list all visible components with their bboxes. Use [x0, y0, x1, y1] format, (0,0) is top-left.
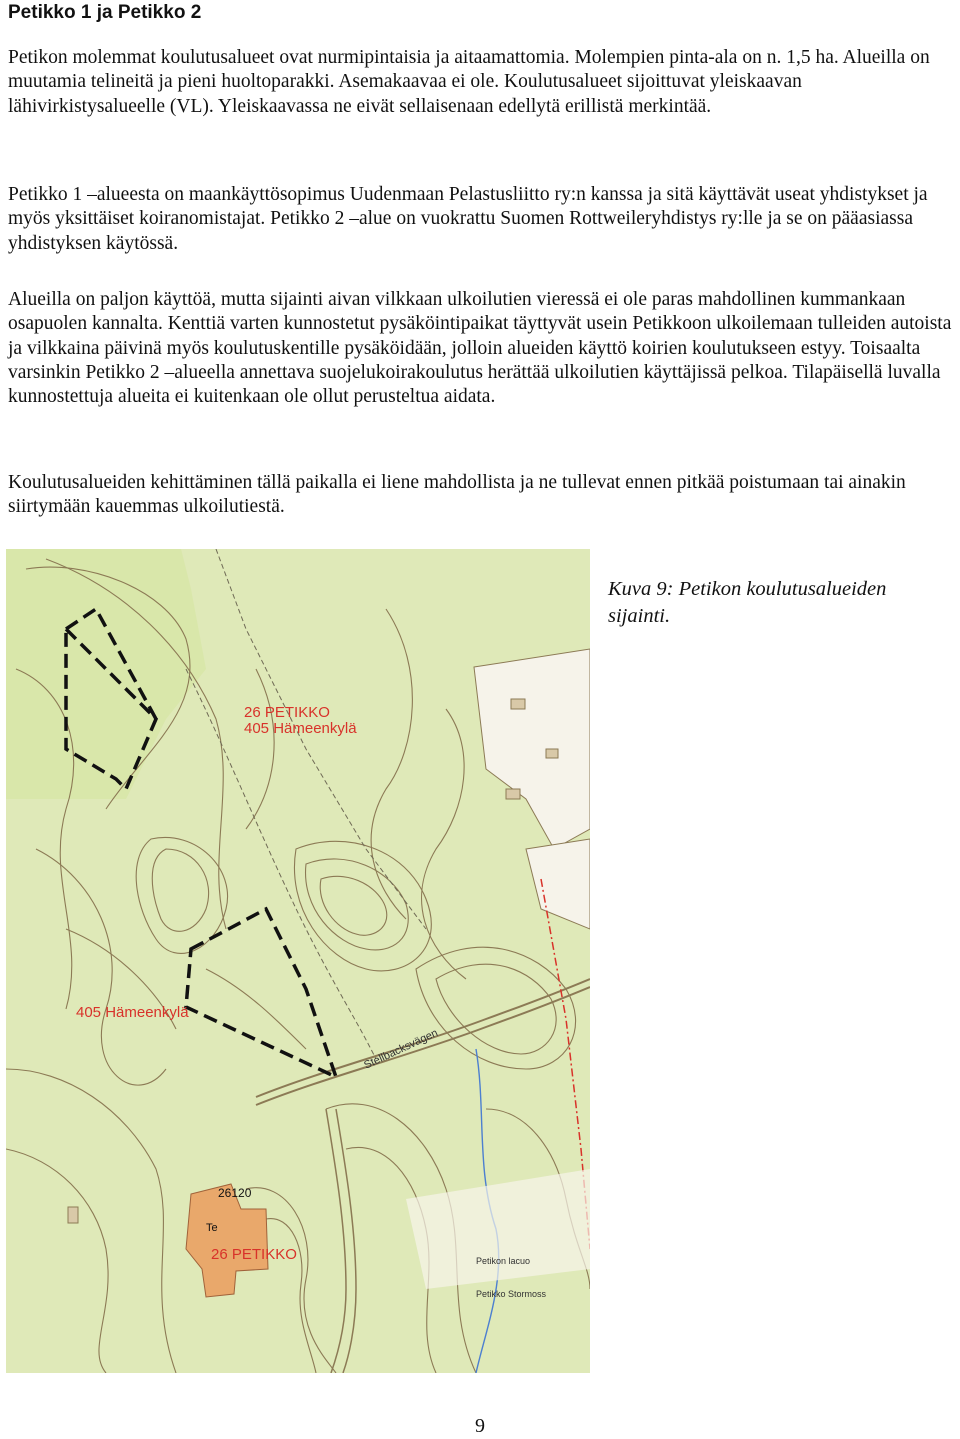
map-label-hameenkyla-mid: 405 Hämeenkylä	[76, 1004, 189, 1021]
page-number: 9	[475, 1415, 485, 1437]
paragraph-3: Alueilla on paljon käyttöä, mutta sijainti aivan vilkkaan ulkoilutien vieressä ei ole paras mahdollinen kummankaan osapuolen kannalta. Kenttiä varten kunnostetut pysäköintipaikat täyttyvät usein Petikkoon ulkoilemaan tulleiden autoista ja vilkkaina päivinä myös koulutuskentille pysäköidään, jolloin alueiden käyttö koirien koulutukseen estyy. Toisaalta varsinkin Petikko 2 –alueella annettava suojelukoirakoulutus herättää ulkoilutien käyttäjissä pelkoa. Tilapäisellä luvalla kunnostettuja alueita ei kuitenkaan ole ollut perusteltua aidata.	[8, 289, 952, 408]
paragraph-1: Petikon molemmat koulutusalueet ovat nurmipintaisia ja aitaamattomia. Molempien pinta-ala on n. 1,5 ha. Alueilla on muutamia telineitä ja pieni huoltoparakki. Asemakaavaa ei ole. Koulutusalueet sijoittuvat yleiskaavan lähivirkistysalueelle (VL). Yleiskaavassa ne eivät sellaisenaan edellytä erillistä merkintää.	[8, 47, 930, 117]
map-label-building: Te	[206, 1222, 218, 1234]
map-label-stormoss: Petikko Stormoss	[476, 1289, 547, 1299]
map-graphic	[6, 549, 590, 1373]
figure-caption: Kuva 9: Petikon koulutusalueiden sijainti.	[608, 578, 887, 627]
map-label-code: 26120	[218, 1186, 252, 1200]
map-label-hameenkyla-top: 405 Hämeenkylä	[244, 720, 357, 737]
map-label-lacuo: Petikon lacuo	[476, 1256, 531, 1266]
map-label-petikko-top: 26 PETIKKO	[244, 704, 330, 721]
paragraph-4: Koulutusalueiden kehittäminen tällä paikalla ei liene mahdollista ja ne tullevat ennen pitkää poistumaan tai ainakin siirtymään kauemmas ulkoilutiestä.	[8, 472, 906, 518]
map-label-petikko-bottom: 26 PETIKKO	[211, 1246, 297, 1263]
map-label-road: Stellbacksvägen	[362, 1026, 440, 1072]
section-heading: Petikko 1 ja Petikko 2	[8, 2, 202, 23]
paragraph-2: Petikko 1 –alueesta on maankäyttösopimus Uudenmaan Pelastusliitto ry:n kanssa ja sitä käyttävät useat yhdistykset ja myös yksittäiset koiranomistajat. Petikko 2 –alue on vuokrattu Suomen Rottweileryhdistys ry:lle ja se on pääasiassa yhdistyksen käytössä.	[8, 184, 928, 254]
location-map	[6, 549, 590, 1373]
